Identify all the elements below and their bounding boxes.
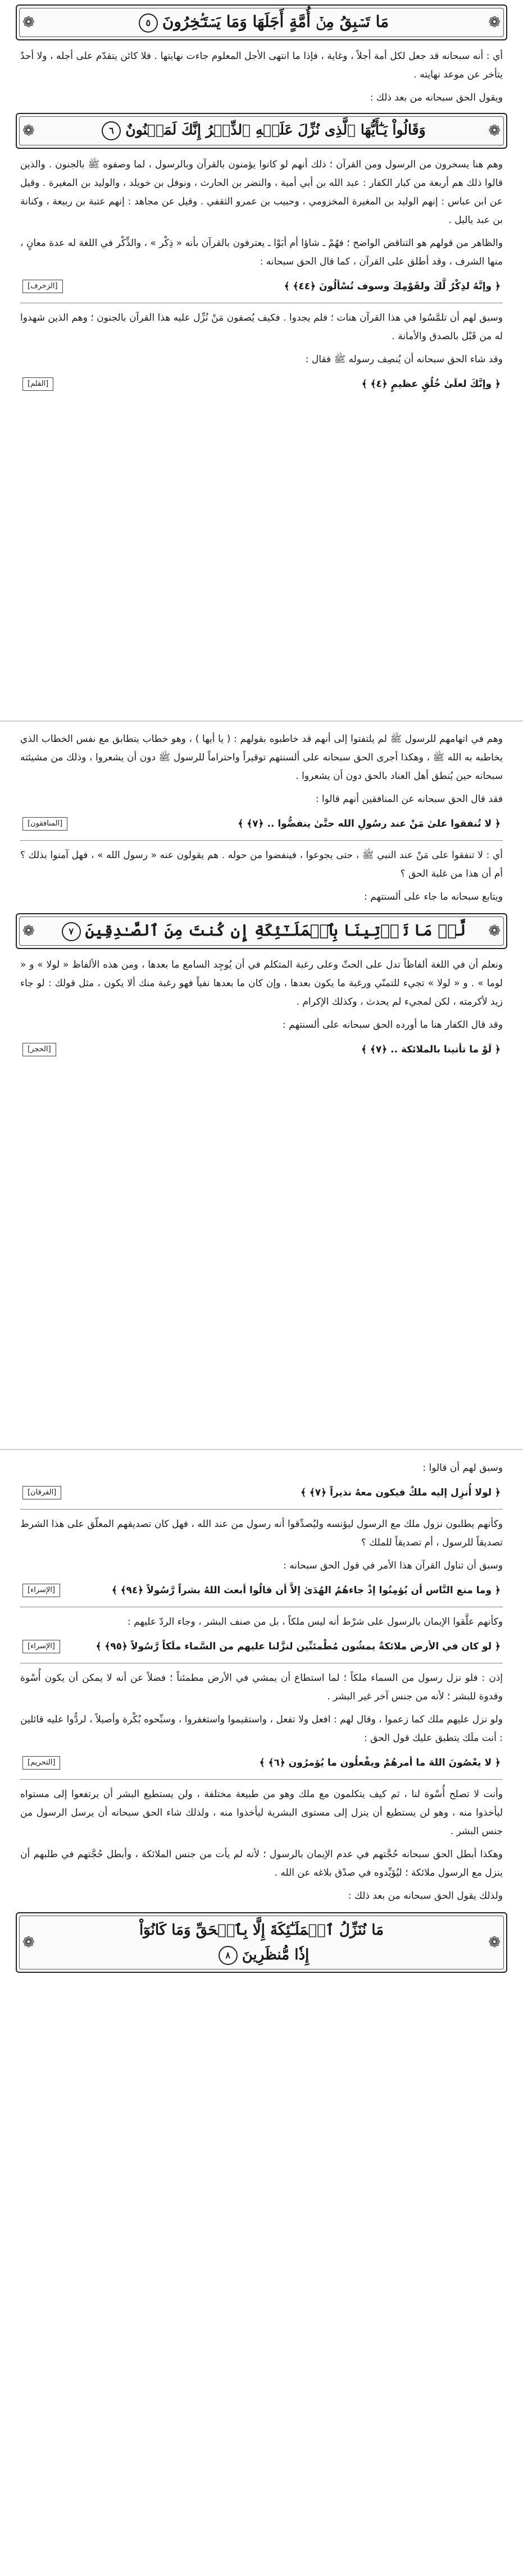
surah-ref: [الزخرف] xyxy=(22,280,63,293)
paragraph: وكأنهم علَّقوا الإيمان بالرسول على شرْط أنه ليس ملكاً ، بل من صنف البشر ، وجاء الردّ عليهم : xyxy=(127,1616,503,1627)
ornament-icon: ❁ xyxy=(488,1934,501,1951)
quran-quote xyxy=(15,1580,508,1601)
quran-quote xyxy=(15,276,508,297)
page-1 xyxy=(12,4,511,713)
quran-quote xyxy=(15,1039,508,1060)
verse-number: ٧ xyxy=(62,922,81,941)
surah-ref: [التحريم] xyxy=(22,1756,60,1770)
ornament-icon: ❁ xyxy=(488,14,501,31)
paragraph: أي : لا تنفقوا على مَنْ عند النبي ﷺ ، حتى يجوعوا ، فينفضوا من حوله . هم يقولون عنه « رسول الله » ، فهل آمنوا بذلك ؟ أم أن هذا من غلبة الحق ؟ xyxy=(20,850,503,879)
verse-number: ٦ xyxy=(102,121,121,140)
ornament-icon: ❁ xyxy=(22,923,35,940)
quran-quote xyxy=(15,813,508,835)
paragraph: وسبق أن تناول القرآن هذا الأمر في قول الحق سبحانه : xyxy=(283,1560,503,1571)
ornament-icon: ❁ xyxy=(488,122,501,139)
divider xyxy=(20,1509,503,1510)
quran-quote xyxy=(15,1636,508,1657)
quote-text: ﴿ لَوْ ما تأتينا بالملائكة .. ﴿٧﴾ ﴾ xyxy=(361,1044,501,1055)
ornament-icon: ❁ xyxy=(488,923,501,940)
verse-banner-8 xyxy=(16,1912,507,1973)
page-separator xyxy=(0,1449,523,1450)
paragraph: ونعلم أن في اللغة ألفاظاً تدل على الحثّ وعلى رغبة المتكلم في أن يُوجِد السامع ما بعدها ، ومن هذه الألفاظ « لولا » و « لوما » . و « لولا » تجيء للتمنّي ورغبة ما يكون بعدها ، وإن كان ما بعدها نفياً فهو رغبة منك ألا يكون ، مثل قولك : لو جاء زيد لأكرمته ، لكن لمجيء لم يحدث ، وكذلك الإكرام . xyxy=(20,959,503,1007)
paragraph: وهكذا أبطل الحق سبحانه حُجَّتهم في عدم الإيمان بالرسول ؛ لأنه لم يأت من جنس الملائكة ، وأبطل حُجَّتهم في طلبهم أن ينزل مع الرسول ملائكة ؛ ليُؤيِّدوه في صدْق بلاغه عن الله . xyxy=(20,1849,503,1879)
paragraph: ويتابع سبحانه ما جاء على ألسنتهم : xyxy=(364,891,503,902)
surah-ref: [الفرقان] xyxy=(22,1486,61,1499)
divider xyxy=(20,1779,503,1780)
paragraph: إذن : فلو نزل رسول من السماء ملكاً ؛ لما استطاع أن يمشي في الأرض مطمئناً ؛ فضلاً عن أنه لا يمكن أن يكون أُسْوة وقدوة للبشر ؛ لأنه من جنس آخر غير البشر . xyxy=(20,1672,503,1702)
quote-text: ﴿ وإنَّكَ لعلَىٰ خُلُقٍ عظيمٍ ﴿٤﴾ ﴾ xyxy=(361,379,501,390)
paragraph: وكأنهم يطلبون نزول ملك مع الرسول ليؤنسه وليُصدِّقوا أنه رسول من عند الله ، فهل كان تصديقهم المعلّق على هذا الشرط تصديقاً للرسول ، أم تصديقاً للملك ؟ xyxy=(20,1519,503,1548)
surah-ref: [الإسراء] xyxy=(22,1640,60,1653)
quote-text: ﴿ لو كان في الأرض ملائكةٌ يمشُون مُطْمئنِّين لنزَّلنا عليهم من السَّماء ملَكاً رَّسُولاً ﴿٩٥﴾ ﴾ xyxy=(95,1641,501,1652)
verse-number: ٨ xyxy=(219,1946,238,1965)
ornament-icon: ❁ xyxy=(22,14,35,31)
page-3 xyxy=(12,1459,511,2568)
ornament-icon: ❁ xyxy=(22,1934,35,1951)
paragraph: ولذلك يقول الحق سبحانه من بعد ذلك : xyxy=(348,1890,503,1902)
quote-text: ﴿ لا يعْصُونَ اللهَ ما أمرهُمْ ويفْعلُون ما يُؤمرُون ﴿٦﴾ ﴾ xyxy=(259,1757,501,1768)
paragraph: وسبق لهم أن قالوا : xyxy=(422,1462,503,1474)
verse-banner-6 xyxy=(16,113,507,149)
verse-text: مَا تَسۡبِقُ مِنۡ أُمَّةٍ أَجَلَهَا وَمَا يَسۡتَـٔۡخِرُونَ٥ xyxy=(134,12,389,33)
paragraph: وهم في اتهامهم للرسول ﷺ لم يلتفتوا إلى أنهم قد خاطبوه بقولهم : ( يا أيها ) ، وهو خطاب يتطابق مع نفس الخطاب الذي يخاطبه به الله ﷺ ، وهكذا أجرى الحق سبحانه على ألسنتهم توقيراً واحتراماً للرسول ﷺ دون أن يشعروا ، وذلك من مشيئته سبحانه حين يُنطق أهل العناد بالحق دون أن يشعروا . xyxy=(20,733,503,782)
verse-text: لَّوۡ مَا تَأۡتِينَا بِٱلۡمَلَـٰٓئِكَةِ إِن كُنتَ مِنَ ٱلصَّـٰدِقِينَ٧ xyxy=(57,921,466,941)
verse-banner-5 xyxy=(16,4,507,40)
verse-text-line-1: مَا نُنَزِّلُ ٱلۡمَلَـٰٓئِكَةَ إِلَّا بِٱلۡحَقِّ وَمَا كَانُوٓاْ xyxy=(139,1922,384,1939)
verse-text-line-2: إِذٗا مُّنظَرِينَ٨ xyxy=(214,1943,310,1967)
page-2 xyxy=(12,730,511,1440)
verse-text: وَقَالُواْ يَـٰٓأَيُّهَا ٱلَّذِى نُزِّلَ عَلَيۡهِ ٱلذِّكۡرُ إِنَّكَ لَمَجۡنُونٌ٦ xyxy=(97,121,425,140)
surah-ref: [المنافقون] xyxy=(22,817,67,831)
paragraph: والظاهر من قولهم هو التناقض الواضح ؛ فهُمْ ـ شاؤا أم أبَوْا ـ يعترفون بالقرآن بأنه « ذِكْر » ، والذِّكْر في اللغة له عدة معانٍ ، منها الشرف ، وقد أطلق على القرآن ، كما قال الحق سبحانه : xyxy=(20,238,503,267)
paragraph: أي : أنه سبحانه قد جعل لكل أمة أجلاً ، وغاية ، فإذا ما انتهى الأجل المعلوم جاءت نهايتها . فلا كائن يتقدّم على أجله ، ولا أحدٌ يتأخر عن موعد نهايته . xyxy=(20,51,503,80)
quote-text: ﴿ لا تُنفقوا علىٰ مَنْ عند رسُولِ الله حتَّىٰ ينفضُّوا .. ﴿٧﴾ ﴾ xyxy=(238,818,501,829)
surah-ref: [القلم] xyxy=(22,377,53,391)
paragraph: وهم هنا يسخرون من الرسول ومن القرآن ؛ ذلك أنهم لو كانوا يؤمنون بالقرآن وبالرسول ، لما وصفوه ﷺ بالجنون . والذين قالوا ذلك هم أربعة من كبار الكفار : عبد الله بن أبي أمية ، والنضر بن الحارث ، ونوفل بن خويلد ، والوليد بن المغيرة . وقيل عن ابن عباس : إنهم الوليد بن المغيرة المخزومي ، وحبيب بن عمرو الثقفي . وقيل عن مجاهد : إنهم عتبة بن ربيعة ، وكنانة بن عبد ياليل . xyxy=(20,159,503,226)
surah-ref: [الإسراء] xyxy=(22,1584,60,1597)
quote-text: ﴿ لولا أُنزِل إليه ملكٌ فيكون معهُ نذيراً ﴿٧﴾ ﴾ xyxy=(300,1487,501,1498)
divider xyxy=(20,840,503,841)
surah-ref: [الحجر] xyxy=(22,1043,56,1056)
paragraph: ولو نزل عليهم ملك كما زعموا ، وقال لهم : افعل ولا تفعل ، واستقيموا واستغفروا ، وسبِّحوه بُكْرة وأصيلاً ، لردُّوا عليه قائلين : أنت ملَك يتطبق عليك قول الحق : xyxy=(20,1714,503,1744)
quran-quote xyxy=(15,1752,508,1773)
paragraph: وقد قال الكفار هنا ما أورده الحق سبحانه على ألسنتهم : xyxy=(283,1019,503,1031)
paragraph: وسبق لهم أن تلمَّسُوا في هذا القرآن هنات ؛ فلم يجدوا . فكيف يُصفون مَنْ نُزِّل عليه هذا القرآن بالجنون ؛ وهم الذين شهدوا له من قَبْل بالصدق والأمانة . xyxy=(20,312,503,342)
paragraph: وأنت لا تصلح أُسْوة لنا ، ثم كيف يتكلمون مع ملك وهو من طبيعة مختلفة ، ولن يستطيع البشر أن يرتفعوا إلى مستواه ليأخذوا منه ، وهو لن يستطيع أن ينزل إلى مستوى البشرية ليأخذوا منه ، ولذلك شاء الحق سبحانه أن يرسل الرسول من جنس البشر . xyxy=(20,1789,503,1837)
quote-text: ﴿ وإنَّهُ لذِكْرٌ لَّكَ ولقَوْمِكَ وسوف تُسْألُونَ ﴿٤٤﴾ ﴾ xyxy=(284,281,501,292)
paragraph: وقد شاء الحق سبحانه أن يُنصِف رسوله ﷺ فقال : xyxy=(305,354,503,365)
quran-quote xyxy=(15,373,508,395)
page-separator xyxy=(0,721,523,722)
verse-number: ٥ xyxy=(139,13,158,33)
verse-banner-7 xyxy=(16,913,507,949)
ornament-icon: ❁ xyxy=(22,122,35,139)
paragraph: فقد قال الحق سبحانه عن المنافقين أنهم قالوا : xyxy=(315,794,503,805)
paragraph: ويقول الحق سبحانه من بعد ذلك : xyxy=(370,92,503,103)
quran-quote xyxy=(15,1482,508,1503)
quote-text: ﴿ وما منع النَّاس أن يُؤمِنُوا إذْ جاءهُمُ الهُدَىٰ إلاَّ أن قالُوا أبعث اللهُ بشراً رَّسُولاً ﴿٩٤﴾ ﴾ xyxy=(111,1585,501,1596)
